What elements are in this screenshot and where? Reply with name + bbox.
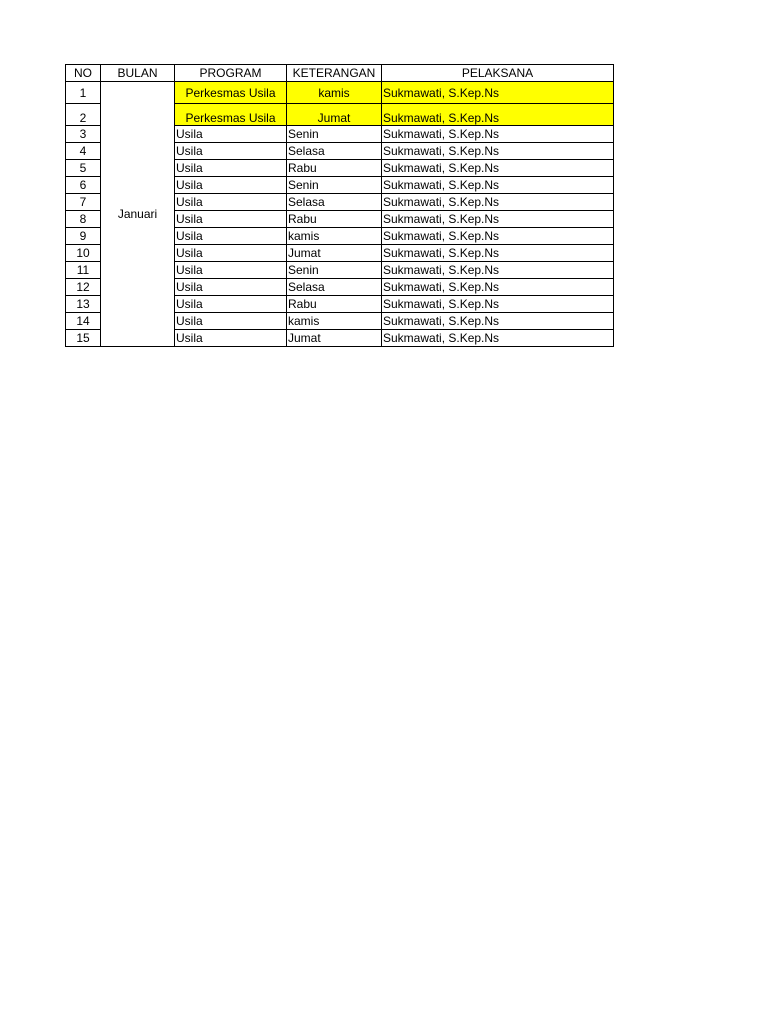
header-row [66,65,614,82]
row-pelaksana: Sukmawati, S.Kep.Ns [382,194,614,211]
row-pelaksana: Sukmawati, S.Kep.Ns [382,82,614,104]
row-pelaksana: Sukmawati, S.Kep.Ns [382,211,614,228]
row-pelaksana: Sukmawati, S.Kep.Ns [382,104,614,126]
row-pelaksana: Sukmawati, S.Kep.Ns [382,245,614,262]
schedule-table [65,64,614,347]
row-no: 1 [66,82,101,104]
header-pelaksana: PELAKSANA [382,65,614,82]
row-pelaksana: Sukmawati, S.Kep.Ns [382,262,614,279]
row-pelaksana: Sukmawati, S.Kep.Ns [382,279,614,296]
row-pelaksana: Sukmawati, S.Kep.Ns [382,296,614,313]
row-keterangan: kamis [287,313,382,330]
row-keterangan: Selasa [287,143,382,160]
row-program: Usila [175,143,287,160]
row-pelaksana: Sukmawati, S.Kep.Ns [382,177,614,194]
row-keterangan: Senin [287,262,382,279]
row-keterangan: Jumat [287,245,382,262]
row-program: Usila [175,245,287,262]
row-no: 7 [66,194,101,211]
table-row [66,82,614,104]
row-program: Usila [175,194,287,211]
row-program: Usila [175,296,287,313]
row-no: 13 [66,296,101,313]
row-keterangan: kamis [287,82,382,104]
row-no: 9 [66,228,101,245]
header-no: NO [66,65,101,82]
header-program: PROGRAM [175,65,287,82]
row-pelaksana: Sukmawati, S.Kep.Ns [382,160,614,177]
row-pelaksana: Sukmawati, S.Kep.Ns [382,228,614,245]
row-no: 3 [66,126,101,143]
row-program: Usila [175,126,287,143]
row-no: 4 [66,143,101,160]
row-keterangan: Rabu [287,211,382,228]
row-keterangan: Jumat [287,330,382,347]
row-program: Usila [175,177,287,194]
row-pelaksana: Sukmawati, S.Kep.Ns [382,313,614,330]
row-keterangan: Senin [287,177,382,194]
row-keterangan: Rabu [287,296,382,313]
row-pelaksana: Sukmawati, S.Kep.Ns [382,143,614,160]
row-pelaksana: Sukmawati, S.Kep.Ns [382,330,614,347]
header-keterangan: KETERANGAN [287,65,382,82]
row-no: 5 [66,160,101,177]
row-keterangan: Selasa [287,194,382,211]
row-keterangan: Senin [287,126,382,143]
row-keterangan: kamis [287,228,382,245]
month-cell: Januari [101,82,175,347]
row-program: Perkesmas Usila [175,82,287,104]
row-program: Usila [175,313,287,330]
header-bulan: BULAN [101,65,175,82]
row-no: 2 [66,104,101,126]
row-program: Usila [175,279,287,296]
row-program: Usila [175,262,287,279]
row-program: Usila [175,160,287,177]
row-keterangan: Jumat [287,104,382,126]
row-pelaksana: Sukmawati, S.Kep.Ns [382,126,614,143]
row-program: Usila [175,211,287,228]
row-no: 8 [66,211,101,228]
row-no: 15 [66,330,101,347]
row-no: 14 [66,313,101,330]
row-program: Usila [175,228,287,245]
row-keterangan: Rabu [287,160,382,177]
row-keterangan: Selasa [287,279,382,296]
row-program: Usila [175,330,287,347]
row-no: 11 [66,262,101,279]
row-no: 12 [66,279,101,296]
row-no: 6 [66,177,101,194]
row-no: 10 [66,245,101,262]
row-program: Perkesmas Usila [175,104,287,126]
